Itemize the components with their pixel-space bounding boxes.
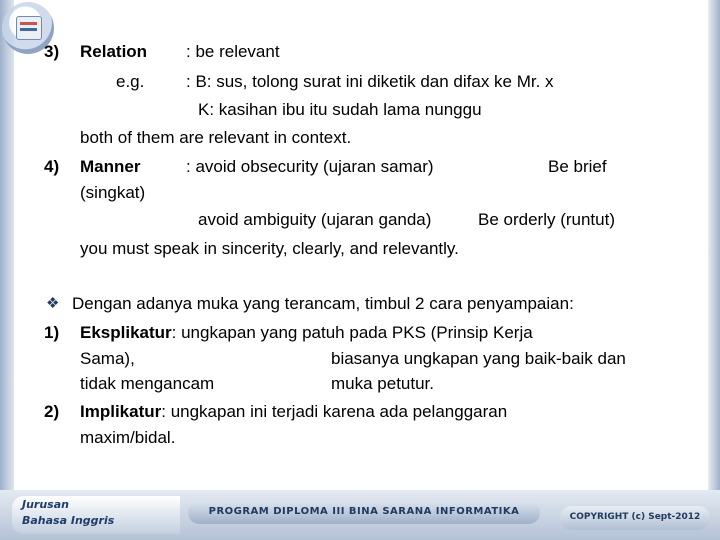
item3-title: Relation (80, 42, 148, 61)
list2-number: 2) (44, 402, 60, 421)
item4-be-orderly: Be orderly (runtut) (478, 210, 615, 229)
list1-number: 1) (44, 323, 60, 342)
item4-title: Manner (80, 157, 141, 176)
list1-line1-text: : ungkapan yang patuh pada PKS (Prinsip Kerja (171, 323, 533, 342)
item4-definition: : avoid obsecurity (ujaran samar) (186, 157, 434, 176)
list1-line3b: muka petutur. (331, 374, 435, 393)
list2-term: Implikatur (80, 402, 162, 421)
right-frame (708, 0, 720, 540)
footer-program-panel (188, 502, 540, 524)
list2-line1-text: : ungkapan ini terjadi karena ada pelanggaran (161, 402, 508, 421)
list1-line3a: tidak mengancam (80, 374, 215, 393)
diamond-bullet-icon: ❖ (46, 295, 60, 312)
item4-conclusion: you must speak in sincerity, clearly, and relevantly. (80, 239, 459, 258)
bullet-text: Dengan adanya muka yang terancam, timbul 2 cara penyampaian: (72, 294, 574, 313)
item3-definition: : be relevant (186, 42, 280, 61)
footer-program: PROGRAM DIPLOMA III BINA SARANA INFORMATIKA (208, 506, 520, 517)
item4-singkat: (singkat) (80, 183, 146, 202)
footer-bar (0, 490, 720, 540)
left-frame (0, 0, 14, 540)
list2-line2: maxim/bidal. (80, 428, 176, 447)
item4-be-brief: Be brief (548, 157, 607, 176)
list1-line2b: biasanya ungkapan yang baik-baik dan (331, 349, 626, 368)
item4-ambiguity: avoid ambiguity (ujaran ganda) (198, 210, 432, 229)
item4-number: 4) (44, 157, 60, 176)
footer-copyright: COPYRIGHT (c) Sept-2012 (569, 512, 701, 522)
footer-copyright-panel (560, 506, 710, 530)
list1-line2a: Sama), (80, 349, 135, 368)
item3-number: 3) (44, 42, 60, 61)
item3-note: both of them are relevant in context. (80, 128, 352, 147)
item3-example-b: : B: sus, tolong surat ini diketik dan difax ke Mr. x (186, 72, 554, 91)
footer-dept-line1: Jurusan (22, 498, 69, 511)
list1-line1 (80, 323, 533, 343)
item3-example-label: e.g. (116, 72, 145, 91)
list2-line1 (80, 402, 507, 422)
footer-dept-line2: Bahasa Inggris (22, 514, 115, 527)
list1-term: Eksplikatur (80, 323, 172, 342)
item3-example-k: K: kasihan ibu itu sudah lama nunggu (198, 100, 482, 119)
